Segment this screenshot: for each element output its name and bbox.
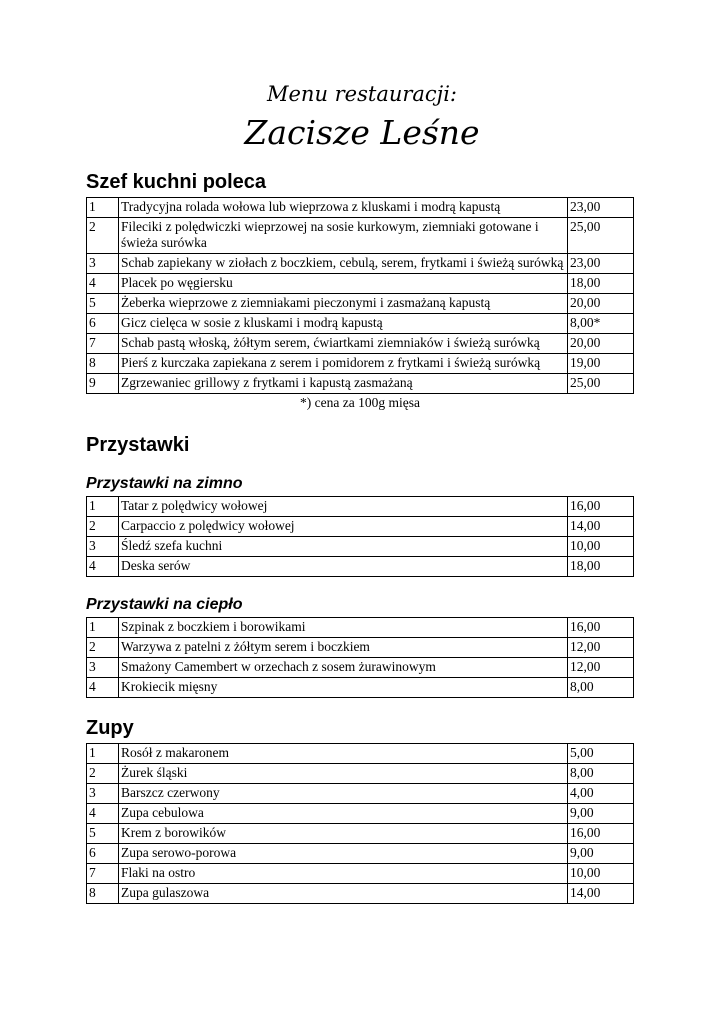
item-name: Rosół z makaronem — [119, 744, 568, 764]
item-name: Tradycyjna rolada wołowa lub wieprzowa z kluskami i modrą kapustą — [119, 198, 568, 218]
item-price: 5,00 — [568, 744, 634, 764]
menu-item-row — [87, 294, 634, 314]
section-heading-zupy: Zupy — [86, 717, 134, 739]
item-number: 5 — [87, 294, 119, 314]
item-price: 14,00 — [568, 884, 634, 904]
item-name: Gicz cielęca w sosie z kluskami i modrą kapustą — [119, 314, 568, 334]
item-number: 4 — [87, 678, 119, 698]
menu-item-row — [87, 354, 634, 374]
item-number: 7 — [87, 864, 119, 884]
item-number: 3 — [87, 784, 119, 804]
item-name: Zgrzewaniec grillowy z frytkami i kapustą zasmażaną — [119, 374, 568, 394]
item-number: 9 — [87, 374, 119, 394]
menu-item-row — [87, 658, 634, 678]
subsection-heading-cieplo: Przystawki na ciepło — [86, 596, 243, 613]
item-name: Zupa serowo-porowa — [119, 844, 568, 864]
item-name: Żurek śląski — [119, 764, 568, 784]
item-number: 1 — [87, 744, 119, 764]
menu-item-row — [87, 824, 634, 844]
item-price: 4,00 — [568, 784, 634, 804]
item-name: Smażony Camembert w orzechach z sosem żurawinowym — [119, 658, 568, 678]
item-name: Krem z borowików — [119, 824, 568, 844]
menu-item-row — [87, 618, 634, 638]
restaurant-name: Zacisze Leśne — [244, 113, 480, 152]
item-price: 14,00 — [568, 517, 634, 537]
menu-item-row — [87, 678, 634, 698]
item-number: 5 — [87, 824, 119, 844]
item-name: Deska serów — [119, 557, 568, 577]
item-number: 8 — [87, 884, 119, 904]
item-price: 16,00 — [568, 824, 634, 844]
item-name: Schab pastą włoską, żółtym serem, ćwiartkami ziemniaków i świeżą surówką — [119, 334, 568, 354]
item-number: 6 — [87, 844, 119, 864]
item-price: 8,00* — [568, 314, 634, 334]
menu-content — [86, 170, 634, 904]
item-name: Warzywa z patelni z żółtym serem i boczkiem — [119, 638, 568, 658]
item-number: 2 — [87, 517, 119, 537]
item-price: 25,00 — [568, 218, 634, 254]
item-name: Szpinak z boczkiem i borowikami — [119, 618, 568, 638]
menu-item-row — [87, 864, 634, 884]
section-heading-szef: Szef kuchni poleca — [86, 171, 267, 193]
item-number: 3 — [87, 254, 119, 274]
item-name: Schab zapiekany w ziołach z boczkiem, cebulą, serem, frytkami i świeżą surówką — [119, 254, 568, 274]
menu-subtitle: Menu restauracji: — [266, 82, 457, 106]
item-name: Flaki na ostro — [119, 864, 568, 884]
item-name: Pierś z kurczaka zapiekana z serem i pomidorem z frytkami i świeżą surówką — [119, 354, 568, 374]
item-price: 20,00 — [568, 294, 634, 314]
menu-item-row — [87, 334, 634, 354]
item-number: 7 — [87, 334, 119, 354]
section-heading-przystawki: Przystawki — [86, 434, 190, 456]
item-number: 6 — [87, 314, 119, 334]
item-name: Żeberka wieprzowe z ziemniakami pieczonymi i zasmażaną kapustą — [119, 294, 568, 314]
item-price: 23,00 — [568, 198, 634, 218]
item-price: 16,00 — [568, 618, 634, 638]
menu-item-row — [87, 884, 634, 904]
menu-item-row — [87, 744, 634, 764]
item-price: 8,00 — [568, 764, 634, 784]
item-price: 19,00 — [568, 354, 634, 374]
item-price: 8,00 — [568, 678, 634, 698]
item-number: 2 — [87, 764, 119, 784]
item-number: 1 — [87, 497, 119, 517]
item-price: 20,00 — [568, 334, 634, 354]
menu-item-row — [87, 218, 634, 254]
menu-header — [0, 80, 724, 156]
menu-item-row — [87, 198, 634, 218]
item-price: 10,00 — [568, 537, 634, 557]
menu-item-row — [87, 784, 634, 804]
menu-item-row — [87, 274, 634, 294]
item-price: 9,00 — [568, 804, 634, 824]
item-number: 8 — [87, 354, 119, 374]
menu-item-row — [87, 804, 634, 824]
menu-item-row — [87, 314, 634, 334]
menu-item-row — [87, 537, 634, 557]
item-name: Barszcz czerwony — [119, 784, 568, 804]
item-name: Placek po węgiersku — [119, 274, 568, 294]
menu-item-row — [87, 374, 634, 394]
item-number: 4 — [87, 274, 119, 294]
item-name: Zupa cebulowa — [119, 804, 568, 824]
item-name: Fileciki z polędwiczki wieprzowej na sosie kurkowym, ziemniaki gotowane i świeża surówka — [119, 218, 568, 254]
item-name: Krokiecik mięsny — [119, 678, 568, 698]
item-price: 12,00 — [568, 638, 634, 658]
item-price: 12,00 — [568, 658, 634, 678]
menu-item-row — [87, 764, 634, 784]
item-price: 18,00 — [568, 557, 634, 577]
menu-item-row — [87, 844, 634, 864]
zimno-table — [86, 496, 634, 577]
item-number: 2 — [87, 218, 119, 254]
subsection-heading-zimno: Przystawki na zimno — [86, 475, 243, 492]
menu-item-row — [87, 254, 634, 274]
item-price: 25,00 — [568, 374, 634, 394]
item-number: 3 — [87, 537, 119, 557]
item-name: Śledź szefa kuchni — [119, 537, 568, 557]
item-number: 1 — [87, 198, 119, 218]
price-footnote: *) cena za 100g mięsa — [300, 395, 420, 410]
item-name: Carpaccio z polędwicy wołowej — [119, 517, 568, 537]
item-price: 18,00 — [568, 274, 634, 294]
item-number: 2 — [87, 638, 119, 658]
item-price: 10,00 — [568, 864, 634, 884]
szef-table — [86, 197, 634, 394]
item-price: 23,00 — [568, 254, 634, 274]
cieplo-table — [86, 617, 634, 698]
zupy-table — [86, 743, 634, 904]
item-number: 4 — [87, 804, 119, 824]
item-name: Zupa gulaszowa — [119, 884, 568, 904]
menu-item-row — [87, 638, 634, 658]
item-price: 9,00 — [568, 844, 634, 864]
item-price: 16,00 — [568, 497, 634, 517]
menu-item-row — [87, 497, 634, 517]
menu-item-row — [87, 557, 634, 577]
item-number: 4 — [87, 557, 119, 577]
item-number: 3 — [87, 658, 119, 678]
menu-item-row — [87, 517, 634, 537]
item-name: Tatar z polędwicy wołowej — [119, 497, 568, 517]
item-number: 1 — [87, 618, 119, 638]
